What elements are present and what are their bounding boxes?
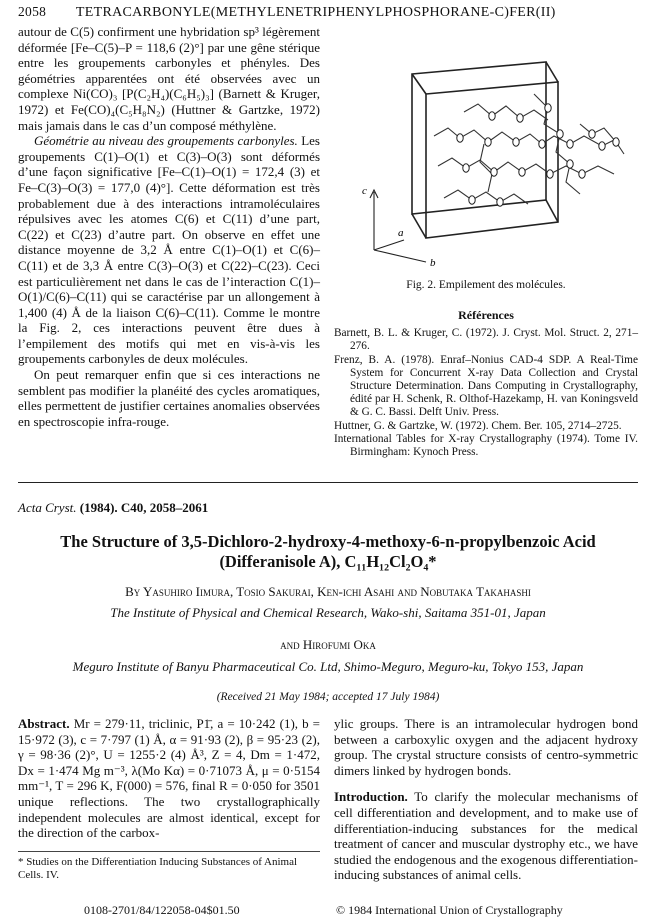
additional-author: and Hirofumi Oka <box>280 637 376 652</box>
reference-item: Frenz, B. A. (1978). Enraf–Nonius CAD-4 SDP. A Real-Time System for Concurrent X-ray Data Collection and Crystal Structure Determination. Dans Computing in Crystallography, édité par H. Schenk, R. Olthof-Hazekamp, H. van Koningsveld & G. C. Bassi. Delft Univ. Press. <box>334 353 638 419</box>
title-line-1: The Structure of 3,5-Dichloro-2-hydroxy-4-methoxy-6-n-propylbenzoic Acid <box>60 532 596 551</box>
reference-item: Huttner, G. & Gartzke, W. (1972). Chem. Ber. 105, 2714–2725. <box>334 419 622 432</box>
abstract-block <box>18 716 320 841</box>
carbonyl-heading: Géométrie au niveau des groupements carbonyles. <box>34 133 298 149</box>
citation-journal: Acta Cryst. <box>18 500 77 515</box>
received-dates: (Received 21 May 1984; accepted 17 July 1984) <box>216 691 440 703</box>
left-column <box>18 24 320 429</box>
abstract-continued: ylic groups. There is an intramolecular hydrogen bond between a carboxylic oxygen and the adjacent hydroxy group. The crystal structure consists of centro-symmetric dimers linked by hydrogen bonds. <box>334 716 638 778</box>
cell-front-face <box>426 82 558 238</box>
article-title <box>18 532 638 572</box>
paragraph-carbonyl <box>18 133 320 367</box>
abstract-label: Abstract. <box>18 716 70 731</box>
reference-item: International Tables for X-ray Crystallography (1974). Tome IV. Birmingham: Kynoch Press. <box>334 432 638 459</box>
abstract-continued-block <box>334 716 638 883</box>
running-header <box>18 4 638 21</box>
introduction-text: To clarify the molecular mechanisms of cell differentiation and development, and to make use of differentiation-inducing substances for the medical treatment of cancer and muscular dystrophy etc., we have studied the endogenous and the exogenous differentiation-inducing substances of animal cells. <box>334 789 638 883</box>
journal-citation <box>18 500 208 516</box>
figure-caption: Fig. 2. Empilement des molécules. <box>406 279 566 291</box>
paragraph-conclusion: On peut remarquer enfin que si ces interactions ne semblent pas modifier la planéité des cycles aromatiques, elles permettent de justifier certaines anomalies observées en spectroscopie infra-rouge. <box>18 367 320 429</box>
citation-details: (1984). C40, 2058–2061 <box>76 500 209 515</box>
axis-arrows <box>370 190 426 262</box>
introduction-label: Introduction. <box>334 789 408 805</box>
carbonyl-text: Les groupements C(1)–O(1) et C(3)–O(3) sont déformés d’une façon significative [Fe–C(1)–O(1) = 172,4 (3) et Fe–C(3)–O(3) = 177,0 (4)°]. Cette déformation est très probablement due à des interactions intramoléculaires répulsives avec les atomes C(6) et C(11) d’une part, C(22) et C(23) d’autre part. On observe en effet une distance moyenne de 3,2 Å entre C(1)–O(1) et C(6)–C(11) et de 3,3 Å entre C(3)–O(3) et C(22)–C(23). Ceci est particulièrement net dans le cas de l’interaction C(1)–O(1)/C(6)–C(11) qui se caractérise par un allongement à 1,400 (4) Å de la liaison C(6)–C(11). Comme le montre la Fig. 2, ces interactions peuvent être dues à l’empilement des motifs qui met en vis-à-vis les groupements carbonyles de deux molécules. <box>18 133 320 367</box>
introduction-block <box>334 789 638 883</box>
section-divider <box>18 482 638 483</box>
packing-diagram <box>334 24 638 274</box>
institution-1: The Institute of Physical and Chemical Research, Wako-shi, Saitama 351-01, Japan <box>110 605 546 620</box>
author-list: By Yasuhiro Iimura, Tosio Sakurai, Ken-ichi Asahi and Nobutaka Takahashi <box>125 584 531 599</box>
figure-packing <box>334 24 638 274</box>
molecule-chains <box>434 94 624 204</box>
references-heading: Références <box>458 307 514 322</box>
title-line-2: (Differanisole A), C₁₁H₁₂Cl₂O₄* <box>219 552 437 571</box>
running-title: TETRACARBONYLE(METHYLENETRIPHENYLPHOSPHORANE-C)FER(II) <box>75 5 556 20</box>
paragraph-geometry: autour de C(5) confirment une hybridation sp³ légèrement déformée [Fe–C(5)–P = 118,6 (2)°] par une gêne stérique entre les groupements carbonyles et phényles. Des géométries apparentées ont été observées avec un complexe Ni(CO)₃ [P(C₂H₄)(C₆H₅)₃] (Barnett & Kruger, 1972) et Fe(CO)₄(C₅H₈N₂) (Huttner & Gartzke, 1972) mais jamais dans le cas d’un composé méthylène. <box>18 24 320 133</box>
axis-b-label: b <box>430 257 436 269</box>
price-code: 0108-2701/84/122058-04$01.50 <box>84 903 240 917</box>
right-column <box>334 24 638 459</box>
copyright: © 1984 International Union of Crystallography <box>336 903 563 917</box>
reference-item: Barnett, B. L. & Kruger, C. (1972). J. Cryst. Mol. Struct. 2, 271–276. <box>334 327 638 353</box>
axis-a-label: a <box>398 227 404 239</box>
institution-2: Meguro Institute of Banyu Pharmaceutical Co. Ltd, Shimo-Meguro, Meguro-ku, Tokyo 153, Japan <box>72 659 584 674</box>
footnote: * Studies on the Differentiation Inducing Substances of Animal Cells. IV. <box>18 851 320 882</box>
abstract-text: Mr = 279·11, triclinic, P1̄, a = 10·242 (1), b = 15·972 (3), c = 7·797 (1) Å, α = 91·93 (2), β = 95·23 (2), γ = 98·36 (2)°, U = 1255·2 (4) Å³, Z = 4, Dm = 1·472, Dx = 1·474 Mg m⁻³, λ(Mo Kα) = 0·71073 Å, μ = 0·5154 mm⁻¹, T = 296 K, F(000) = 576, final R = 0·050 for 3501 unique reflections. The two crystallographically independent molecules are almost identical, except for the direction of the carbox- <box>18 716 320 841</box>
axis-c-label: c <box>362 185 367 197</box>
page-number: 2058 <box>18 4 47 19</box>
